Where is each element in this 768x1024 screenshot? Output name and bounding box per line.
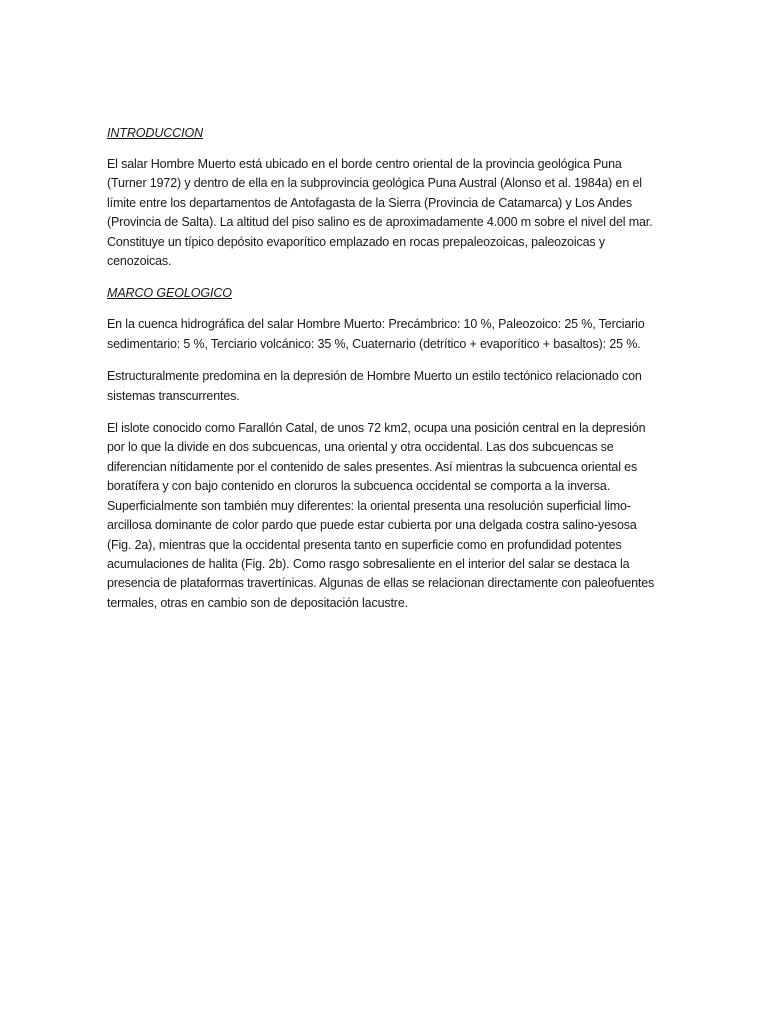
marco-paragraph-3: El islote conocido como Farallón Catal, de unos 72 km2, ocupa una posición central en la depresión por lo que la divide en dos subcuencas, una oriental y otra occidental. Las dos subcuencas se diferencian nítidamente por el contenido de sales presentes. Así mientras la subcuenca oriental es boratífera y con bajo contenido en cloruros la subcuenca occidental se comporta a la inversa. Superficialmente son también muy diferentes: la oriental presenta una resolución superficial limo-arcillosa dominante de color pardo que puede estar cubierta por una delgada costra salino-yesosa (Fig. 2a), mientras que la occidental presenta tanto en superficie como en profundidad potentes acumulaciones de halita (Fig. 2b). Como rasgo sobresaliente en el interior del salar se destaca la presencia de plataformas travertínicas. Algunas de ellas se relacionan directamente con paleofuentes termales, otras en cambio son de depositación lacustre.	[107, 421, 655, 610]
intro-paragraph: El salar Hombre Muerto está ubicado en el borde centro oriental de la provincia geológica Puna (Turner 1972) y dentro de ella en la subprovincia geológica Puna Austral (Alonso et al. 1984a) en el límite entre los departamentos de Antofagasta de la Sierra (Provincia de Catamarca) y Los Andes (Provincia de Salta). La altitud del piso salino es de aproximadamente 4.000 m sobre el nivel del mar. Constituye un típico depósito evaporítico emplazado en rocas prepaleozoicas, paleozoicas y cenozoicas.	[107, 157, 653, 269]
section-heading-marco-geologico: MARCO GEOLOGICO	[107, 286, 232, 301]
section-heading-introduccion: INTRODUCCION	[107, 126, 204, 140]
document-page	[107, 124, 659, 626]
marco-paragraph-2: Estructuralmente predomina en la depresión de Hombre Muerto un estilo tectónico relacionado con sistemas transcurrentes.	[107, 369, 642, 403]
marco-paragraph-1: En la cuenca hidrográfica del salar Hombre Muerto: Precámbrico: 10 %, Paleozoico: 25 %, Terciario sedimentario: 5 %, Terciario volcánico: 35 %, Cuaternario (detrítico + evaporítico + basaltos): 25 %.	[107, 317, 645, 351]
